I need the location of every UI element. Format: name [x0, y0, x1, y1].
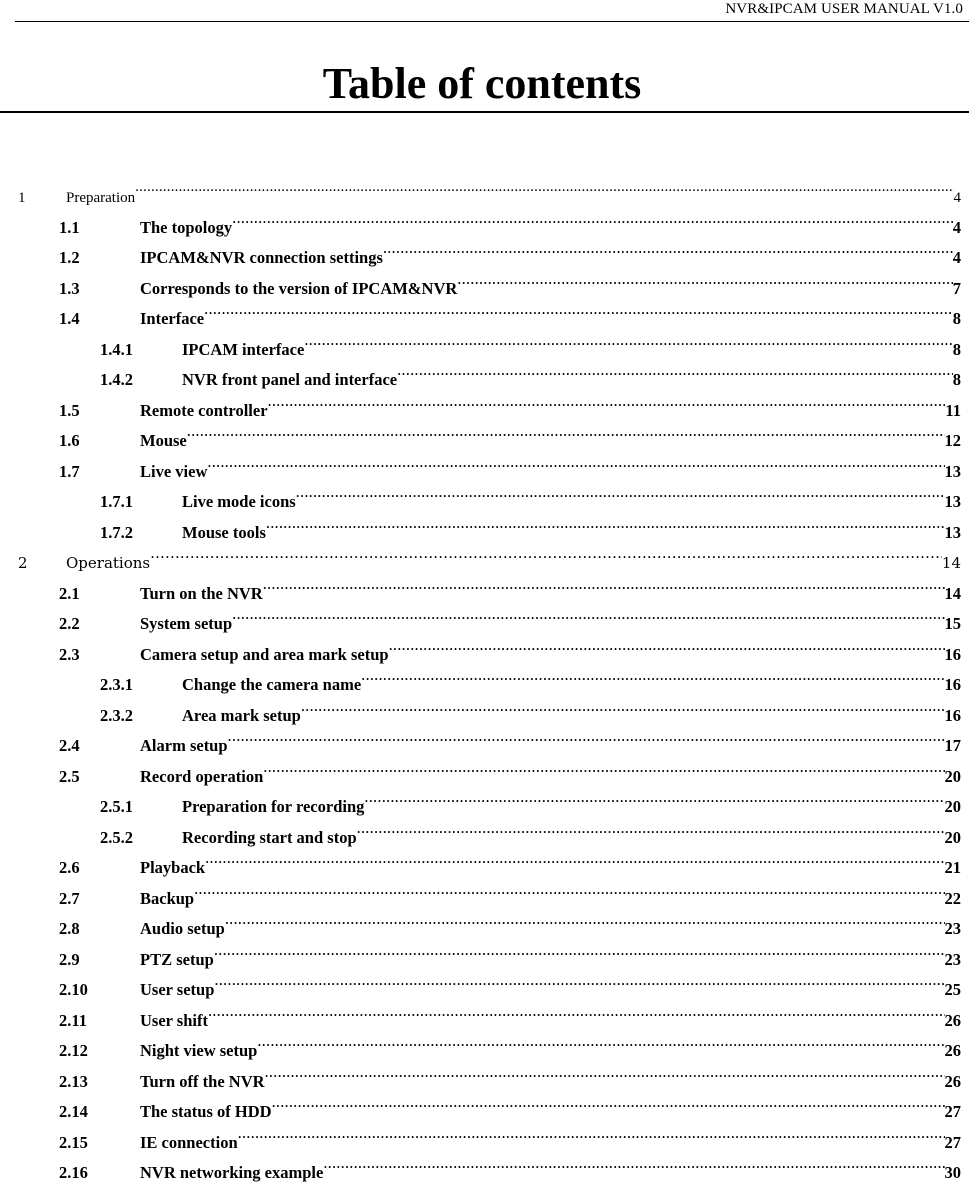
- toc-dot-leader: [389, 630, 945, 660]
- toc-entry[interactable]: [0, 325, 969, 356]
- toc-entry[interactable]: [0, 233, 969, 264]
- toc-entry-title: Preparation for recording: [182, 792, 364, 822]
- toc-entry-number: 1.2: [0, 243, 140, 273]
- toc-entry[interactable]: [0, 874, 969, 905]
- toc-dot-leader: [301, 691, 945, 721]
- toc-entry[interactable]: [0, 386, 969, 417]
- toc-entry-page: 30: [945, 1158, 969, 1188]
- page-title: Table of contents: [0, 58, 964, 110]
- toc-entry-title: System setup: [140, 609, 232, 639]
- toc-entry-number: 2.11: [0, 1006, 140, 1036]
- toc-entry-page: 13: [945, 518, 969, 548]
- toc-entry-page: 20: [945, 762, 969, 792]
- toc-entry-page: 16: [945, 670, 969, 700]
- toc-entry-title: NVR networking example: [140, 1158, 323, 1188]
- toc-dot-leader: [272, 1087, 945, 1117]
- toc-entry-page: 21: [945, 853, 969, 883]
- toc-entry-number: 2.7: [0, 884, 140, 914]
- toc-entry-page: 23: [945, 914, 969, 944]
- toc-entry[interactable]: [0, 447, 969, 478]
- toc-entry-number: 1.5: [0, 396, 140, 426]
- toc-entry-title: Night view setup: [140, 1036, 257, 1066]
- toc-entry-title: Audio setup: [140, 914, 225, 944]
- toc-entry-page: 8: [953, 335, 969, 365]
- toc-entry[interactable]: [0, 355, 969, 386]
- toc-entry-title: Backup: [140, 884, 194, 914]
- toc-entry-number: 2.3.1: [0, 670, 182, 700]
- toc-dot-leader: [268, 386, 946, 416]
- toc-dot-leader: [187, 416, 945, 446]
- toc-entry[interactable]: [0, 1148, 969, 1179]
- toc-dot-leader: [204, 294, 953, 324]
- toc-dot-leader: [205, 843, 944, 873]
- toc-dot-leader: [266, 508, 945, 538]
- toc-entry-page: 26: [945, 1036, 969, 1066]
- toc-entry[interactable]: [0, 843, 969, 874]
- toc-entry-number: 2.14: [0, 1097, 140, 1127]
- toc-entry-number: 2: [0, 548, 66, 578]
- manual-version-label: NVR&IPCAM USER MANUAL V1.0: [725, 0, 963, 18]
- toc-entry-page: 22: [945, 884, 969, 914]
- toc-dot-leader: [150, 538, 942, 568]
- toc-entry-number: 2.10: [0, 975, 140, 1005]
- toc-entry-page: 13: [945, 487, 969, 517]
- toc-entry-page: 15: [945, 609, 969, 639]
- toc-entry-title: Remote controller: [140, 396, 268, 426]
- toc-dot-leader: [238, 1118, 945, 1148]
- toc-entry-number: 1.4.1: [0, 335, 182, 365]
- toc-entry-number: 2.9: [0, 945, 140, 975]
- toc-dot-leader: [228, 721, 945, 751]
- toc-entry-number: 2.2: [0, 609, 140, 639]
- toc-entry-title: User setup: [140, 975, 214, 1005]
- toc-dot-leader: [296, 477, 945, 507]
- toc-entry-title: IPCAM interface: [182, 335, 304, 365]
- toc-entry-title: User shift: [140, 1006, 208, 1036]
- toc-entry-number: 2.16: [0, 1158, 140, 1188]
- toc-entry-page: 20: [945, 792, 969, 822]
- toc-entry[interactable]: [0, 1087, 969, 1118]
- toc-dot-leader: [257, 1026, 944, 1056]
- toc-entry-number: 1.1: [0, 213, 140, 243]
- toc-entry-page: 13: [945, 457, 969, 487]
- toc-entry-page: 23: [945, 945, 969, 975]
- table-of-contents: [0, 172, 969, 1179]
- toc-entry[interactable]: [0, 996, 969, 1027]
- toc-dot-leader: [263, 752, 944, 782]
- toc-dot-leader: [214, 965, 944, 995]
- toc-dot-leader: [357, 813, 945, 843]
- toc-entry-title: Live view: [140, 457, 207, 487]
- toc-entry-page: 4: [954, 183, 969, 213]
- toc-entry-title: Camera setup and area mark setup: [140, 640, 389, 670]
- toc-entry-page: 26: [945, 1006, 969, 1036]
- toc-entry-title: Turn on the NVR: [140, 579, 263, 609]
- toc-entry[interactable]: [0, 630, 969, 661]
- toc-entry-title: Mouse tools: [182, 518, 266, 548]
- toc-entry-page: 8: [953, 365, 969, 395]
- toc-entry-number: 1.7.2: [0, 518, 182, 548]
- toc-entry-number: 1.3: [0, 274, 140, 304]
- toc-entry-title: Preparation: [66, 183, 135, 213]
- toc-entry-title: Mouse: [140, 426, 187, 456]
- toc-entry-title: Alarm setup: [140, 731, 228, 761]
- toc-dot-leader: [361, 660, 944, 690]
- toc-dot-leader: [383, 233, 953, 263]
- toc-entry-page: 16: [945, 640, 969, 670]
- toc-entry-page: 4: [953, 213, 969, 243]
- toc-entry-title: Record operation: [140, 762, 263, 792]
- toc-dot-leader: [214, 935, 945, 965]
- toc-entry-number: 2.4: [0, 731, 140, 761]
- toc-entry[interactable]: [0, 477, 969, 508]
- toc-entry[interactable]: [0, 813, 969, 844]
- toc-entry-page: 7: [953, 274, 969, 304]
- toc-dot-leader: [397, 355, 953, 385]
- toc-entry[interactable]: [0, 782, 969, 813]
- toc-dot-leader: [225, 904, 945, 934]
- toc-dot-leader: [208, 996, 945, 1026]
- toc-entry[interactable]: [0, 416, 969, 447]
- toc-entry-title: Area mark setup: [182, 701, 301, 731]
- toc-dot-leader: [232, 203, 953, 233]
- toc-entry-number: 2.5.1: [0, 792, 182, 822]
- toc-entry-title: PTZ setup: [140, 945, 214, 975]
- toc-entry-title: The topology: [140, 213, 232, 243]
- toc-entry-number: 2.3: [0, 640, 140, 670]
- toc-entry[interactable]: [0, 1026, 969, 1057]
- toc-entry[interactable]: [0, 294, 969, 325]
- toc-entry-page: 12: [945, 426, 969, 456]
- toc-entry-title: Interface: [140, 304, 204, 334]
- toc-entry-title: IPCAM&NVR connection settings: [140, 243, 383, 273]
- toc-entry-number: 1.7: [0, 457, 140, 487]
- toc-entry-number: 2.12: [0, 1036, 140, 1066]
- toc-entry[interactable]: [0, 965, 969, 996]
- toc-entry-title: Live mode icons: [182, 487, 296, 517]
- toc-entry-page: 26: [945, 1067, 969, 1097]
- toc-entry-page: 20: [945, 823, 969, 853]
- toc-entry-title: Corresponds to the version of IPCAM&NVR: [140, 274, 457, 304]
- toc-dot-leader: [207, 447, 944, 477]
- toc-entry-page: 14: [945, 579, 969, 609]
- toc-entry[interactable]: [0, 660, 969, 691]
- toc-entry[interactable]: [0, 1118, 969, 1149]
- toc-dot-leader: [323, 1148, 944, 1178]
- toc-entry-number: 2.5: [0, 762, 140, 792]
- toc-entry[interactable]: [0, 904, 969, 935]
- toc-entry-page: 8: [953, 304, 969, 334]
- toc-dot-leader: [265, 1057, 945, 1087]
- toc-entry-title: NVR front panel and interface: [182, 365, 397, 395]
- toc-entry-number: 1.7.1: [0, 487, 182, 517]
- toc-entry-number: 2.15: [0, 1128, 140, 1158]
- toc-entry[interactable]: [0, 264, 969, 295]
- toc-entry[interactable]: [0, 1057, 969, 1088]
- toc-entry-number: 2.3.2: [0, 701, 182, 731]
- toc-dot-leader: [232, 599, 944, 629]
- toc-entry-number: 2.6: [0, 853, 140, 883]
- toc-entry-page: 17: [945, 731, 969, 761]
- toc-dot-leader: [263, 569, 945, 599]
- toc-entry-title: Recording start and stop: [182, 823, 357, 853]
- toc-dot-leader: [194, 874, 944, 904]
- toc-entry-number: 2.5.2: [0, 823, 182, 853]
- toc-entry[interactable]: [0, 935, 969, 966]
- toc-entry-page: 4: [953, 243, 969, 273]
- toc-entry[interactable]: [0, 508, 969, 539]
- toc-entry-page: 11: [945, 396, 969, 426]
- toc-entry-title: Change the camera name: [182, 670, 361, 700]
- toc-entry-number: 1.4: [0, 304, 140, 334]
- toc-entry-page: 14: [942, 548, 969, 578]
- toc-entry-number: 1.4.2: [0, 365, 182, 395]
- toc-entry-title: Operations: [66, 548, 150, 578]
- toc-entry-title: Playback: [140, 853, 205, 883]
- header-divider: [15, 21, 969, 22]
- toc-entry-page: 27: [945, 1097, 969, 1127]
- toc-entry-number: 1.6: [0, 426, 140, 456]
- title-divider: [0, 111, 969, 113]
- toc-entry[interactable]: [0, 599, 969, 630]
- toc-entry-title: The status of HDD: [140, 1097, 272, 1127]
- toc-dot-leader: [364, 782, 944, 812]
- toc-entry[interactable]: [0, 538, 969, 569]
- toc-entry-page: 27: [945, 1128, 969, 1158]
- toc-dot-leader: [304, 325, 952, 355]
- toc-entry-number: 2.1: [0, 579, 140, 609]
- toc-entry[interactable]: [0, 569, 969, 600]
- toc-entry-title: Turn off the NVR: [140, 1067, 265, 1097]
- toc-entry[interactable]: [0, 691, 969, 722]
- toc-entry[interactable]: [0, 752, 969, 783]
- toc-entry-number: 2.13: [0, 1067, 140, 1097]
- toc-entry-page: 16: [945, 701, 969, 731]
- toc-entry-page: 25: [945, 975, 969, 1005]
- toc-entry[interactable]: [0, 721, 969, 752]
- toc-entry[interactable]: [0, 172, 969, 203]
- toc-entry-number: 1: [0, 183, 66, 213]
- toc-entry-number: 2.8: [0, 914, 140, 944]
- toc-entry[interactable]: [0, 203, 969, 234]
- toc-dot-leader: [457, 264, 952, 294]
- toc-dot-leader: [135, 172, 953, 202]
- toc-entry-title: IE connection: [140, 1128, 238, 1158]
